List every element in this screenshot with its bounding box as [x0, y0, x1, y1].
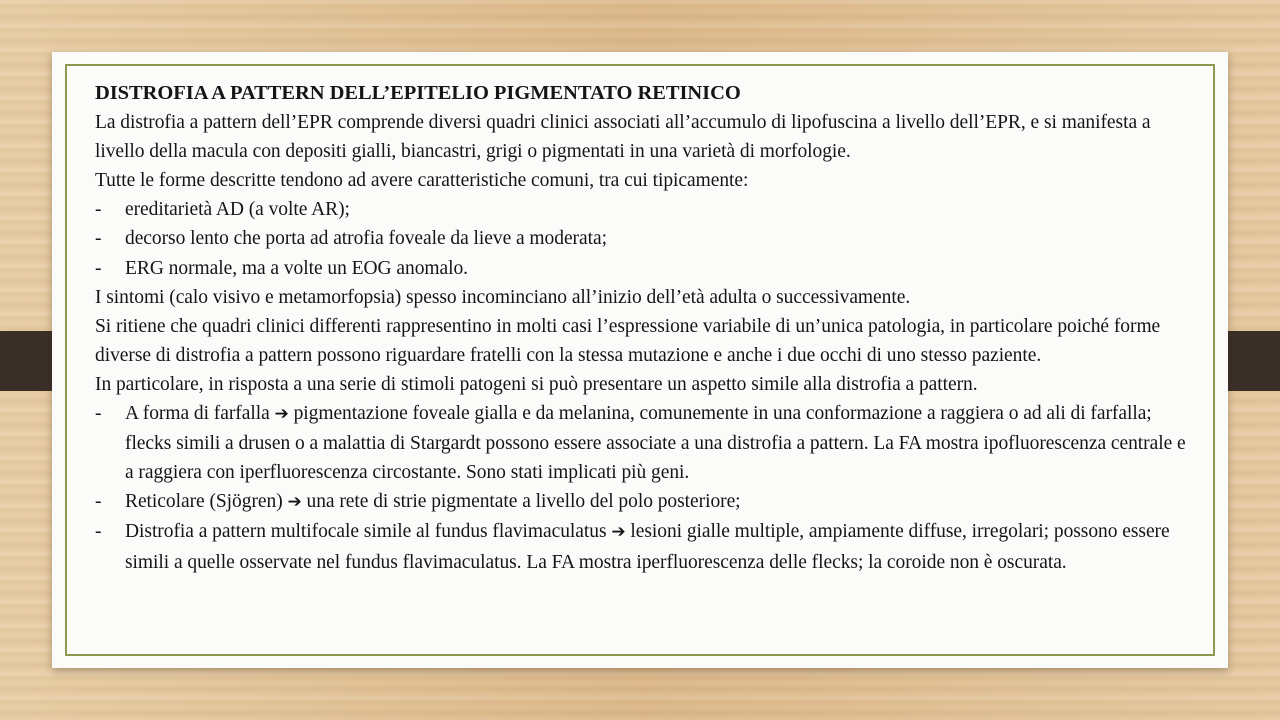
bullet-dash: -	[95, 491, 102, 513]
binder-strip-left	[0, 331, 60, 391]
common-feature-item	[95, 195, 1195, 224]
symptoms-paragraph: I sintomi (calo visivo e metamorfopsia) spesso incominciano all’inizio dell’età adulta o successivamente.	[95, 286, 911, 308]
bullet-dash: -	[95, 403, 102, 425]
bullet-dash: -	[95, 199, 102, 221]
arrow-right-icon: ➔	[611, 522, 626, 543]
slide-paper	[52, 52, 1228, 668]
form-item-multifocal	[95, 517, 1195, 576]
form-item-reticular	[95, 487, 1195, 517]
form-item-butterfly	[95, 399, 1195, 487]
common-feature-item	[95, 254, 1195, 283]
arrow-right-icon: ➔	[274, 404, 289, 425]
bullet-dash: -	[95, 257, 102, 279]
form-name: A forma di farfalla	[125, 403, 270, 425]
bullet-dash: -	[95, 521, 102, 543]
variability-paragraph: Si ritiene che quadri clinici differenti rappresentino in molti casi l’espressione variabile di un’unica patologia, in particolare poiché forme diverse di distrofia a pattern possono riguardare fratelli con la stessa mutazione e anche i due occhi di uno stesso paziente.	[95, 315, 1161, 366]
form-description: lesioni gialle multiple, ampiamente diffuse, irregolari; possono essere simili a quelle osservate nel fundus flavimaculatus. La FA mostra iperfluorescenza delle flecks; la coroide non è oscurata.	[125, 521, 1170, 573]
stimuli-paragraph: In particolare, in risposta a una serie di stimoli patogeni si può presentare un aspetto simile alla distrofia a pattern.	[95, 373, 978, 395]
form-name: Distrofia a pattern multifocale simile al fundus flavimaculatus	[125, 521, 607, 543]
slide-title: DISTROFIA A PATTERN DELL’EPITELIO PIGMENTATO RETINICO	[95, 82, 741, 104]
common-feature-text: ERG normale, ma a volte un EOG anomalo.	[125, 257, 469, 279]
slide-content	[95, 79, 1195, 577]
common-features-intro: Tutte le forme descritte tendono ad avere caratteristiche comuni, tra cui tipicamente:	[95, 170, 749, 192]
common-feature-text: ereditarietà AD (a volte AR);	[125, 199, 350, 221]
form-description: pigmentazione foveale gialla e da melanina, comunemente in una conformazione a raggiera o ad ali di farfalla; flecks simili a drusen o a malattia di Stargardt possono essere associate a una distrofia a pattern. La FA mostra ipofluorescenza centrale e a raggiera con iperfluorescenza circostante. Sono stati implicati più geni.	[125, 403, 1186, 484]
form-name: Reticolare (Sjögren)	[125, 491, 283, 513]
bullet-dash: -	[95, 228, 102, 250]
intro-paragraph: La distrofia a pattern dell’EPR comprende diversi quadri clinici associati all’accumulo di lipofuscina a livello dell’EPR, e si manifesta a livello della macula con depositi gialli, biancastri, grigi o pigmentati in una varietà di morfologie.	[95, 112, 1151, 163]
common-feature-item	[95, 224, 1195, 253]
arrow-right-icon: ➔	[287, 492, 302, 513]
common-feature-text: decorso lento che porta ad atrofia foveale da lieve a moderata;	[125, 228, 607, 250]
form-description: una rete di strie pigmentate a livello del polo posteriore;	[306, 491, 741, 513]
